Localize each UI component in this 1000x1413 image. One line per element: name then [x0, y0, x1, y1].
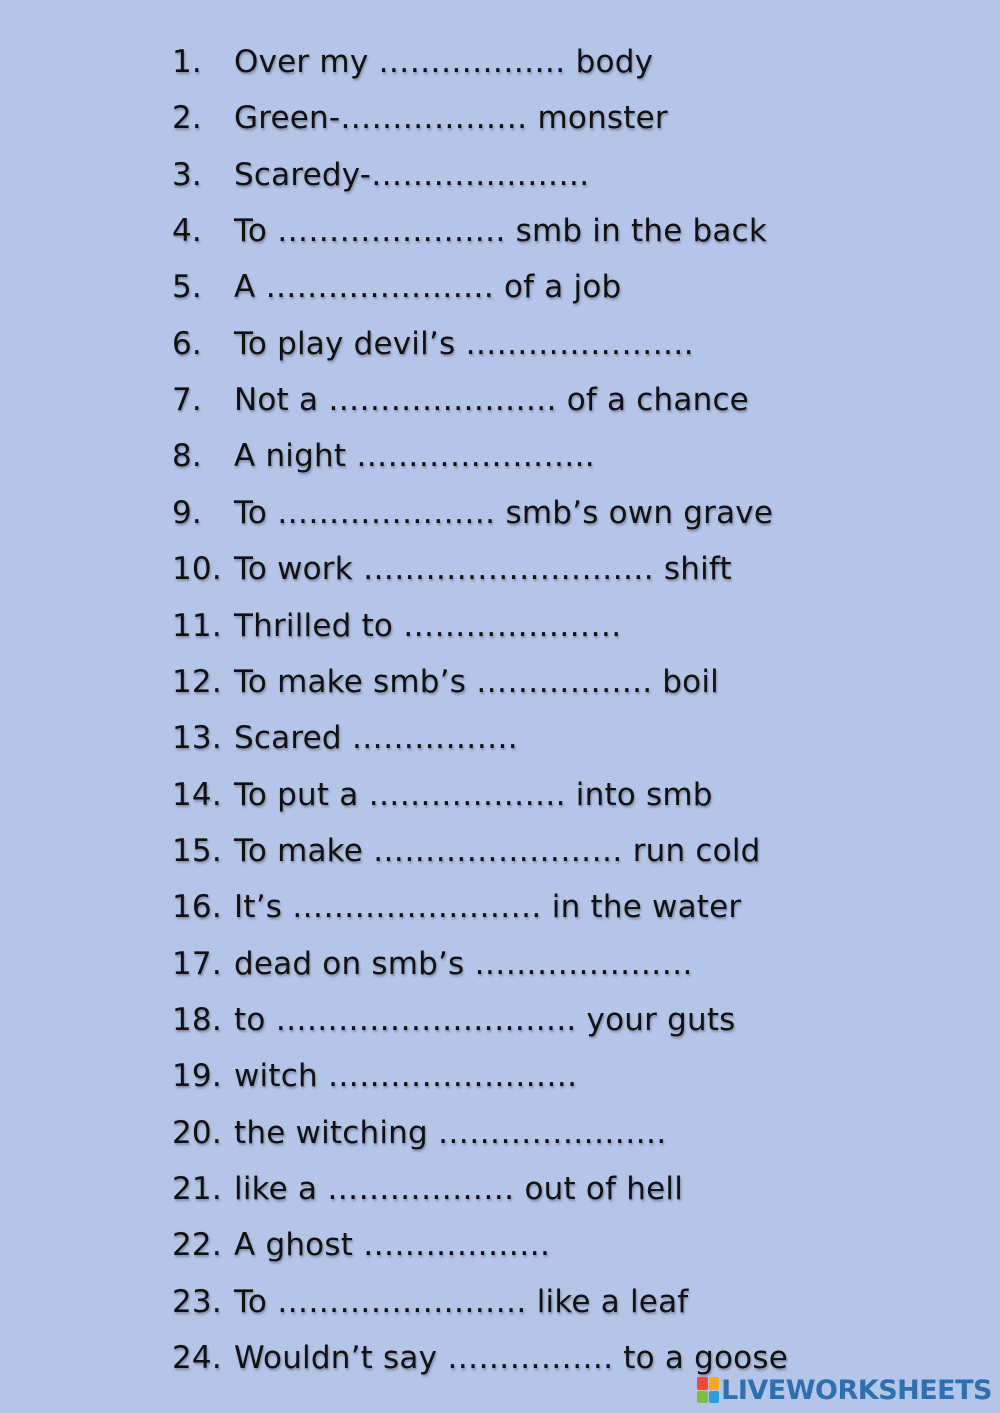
item-phrase: Green-……………… monster — [234, 100, 668, 137]
item-phrase: To …………………. smb in the back — [234, 213, 767, 250]
item-number: 14. — [172, 776, 222, 813]
item-number: 11. — [172, 607, 222, 644]
item-phrase: A ghost ……………… — [234, 1227, 551, 1264]
brand-text: LIVEWORKSHEETS — [721, 1374, 992, 1406]
item-phrase: To play devil’s …………………. — [234, 325, 694, 362]
phrase-item — [172, 1109, 666, 1157]
phrase-item — [172, 771, 713, 819]
logo-square-red — [697, 1377, 708, 1390]
logo-square-green — [697, 1391, 708, 1404]
item-phrase: like a ……………… out of hell — [234, 1171, 684, 1207]
liveworksheets-brand — [697, 1373, 992, 1407]
phrase-item — [172, 1165, 683, 1213]
item-number: 2. — [172, 100, 202, 137]
item-phrase: Scaredy-………………… — [234, 156, 590, 193]
item-phrase: witch …………………… — [234, 1058, 578, 1095]
item-phrase: the witching …………………. — [234, 1114, 667, 1151]
item-number: 4. — [172, 213, 202, 250]
item-number: 23. — [172, 1283, 222, 1320]
phrase-item — [172, 1278, 688, 1326]
item-number: 10. — [172, 551, 222, 588]
item-number: 1. — [172, 44, 202, 80]
item-phrase: A …………………. of a job — [234, 269, 622, 306]
phrase-item — [172, 432, 595, 480]
item-phrase: A night ………………….. — [234, 438, 595, 475]
phrase-item — [172, 207, 767, 255]
item-number: 13. — [172, 720, 222, 757]
phrase-item — [172, 376, 749, 424]
phrase-item — [172, 940, 693, 988]
item-number: 3. — [172, 156, 202, 193]
phrase-item — [172, 489, 773, 537]
item-number: 22. — [172, 1227, 222, 1264]
item-phrase: Wouldn’t say ……………. to a goose — [234, 1340, 788, 1377]
phrase-item — [172, 883, 741, 931]
item-phrase: To put a ………………. into smb — [234, 776, 713, 813]
item-number: 24. — [172, 1340, 222, 1377]
item-phrase: Thrilled to ………………… — [234, 607, 622, 644]
item-phrase: to ……………………….. your guts — [234, 1001, 736, 1038]
item-number: 20. — [172, 1114, 222, 1151]
phrase-item — [172, 1334, 788, 1382]
phrase-item — [172, 714, 518, 762]
item-number: 21. — [172, 1171, 222, 1207]
item-number: 17. — [172, 945, 222, 982]
phrase-item — [172, 151, 590, 199]
phrase-item — [172, 94, 668, 142]
item-number: 16. — [172, 889, 222, 926]
item-number: 12. — [172, 663, 222, 700]
liveworksheets-logo-icon — [697, 1377, 719, 1403]
item-phrase: To make …………………… run cold — [234, 832, 761, 869]
item-number: 8. — [172, 438, 202, 475]
item-phrase: dead on smb’s ………………… — [234, 945, 693, 982]
item-phrase: To make smb’s …………….. boil — [234, 663, 719, 700]
item-number: 6. — [172, 325, 202, 362]
item-phrase: It’s …………………… in the water — [234, 889, 742, 926]
phrase-item — [172, 658, 719, 706]
item-phrase: Not a …………………. of a chance — [234, 382, 749, 419]
item-number: 5. — [172, 269, 202, 306]
phrase-item — [172, 827, 761, 875]
phrase-item — [172, 1052, 577, 1100]
phrase-item — [172, 602, 622, 650]
item-phrase: To …………………… like a leaf — [234, 1283, 689, 1320]
item-number: 15. — [172, 832, 222, 869]
item-number: 9. — [172, 494, 202, 531]
phrase-item — [172, 1221, 550, 1269]
item-phrase: To work ………………………. shift — [234, 551, 732, 588]
item-number: 7. — [172, 382, 202, 419]
item-phrase: Over my ……………… body — [234, 44, 654, 80]
phrase-item — [172, 996, 736, 1044]
phrase-item — [172, 263, 621, 311]
phrase-item — [172, 320, 694, 368]
logo-square-orange — [709, 1377, 720, 1390]
item-number: 18. — [172, 1001, 222, 1038]
logo-square-blue — [709, 1391, 720, 1404]
item-phrase: Scared ……………. — [234, 720, 518, 757]
phrase-item — [172, 38, 653, 86]
phrase-item — [172, 545, 732, 593]
item-phrase: To ………………… smb’s own grave — [234, 494, 774, 531]
item-number: 19. — [172, 1058, 222, 1095]
